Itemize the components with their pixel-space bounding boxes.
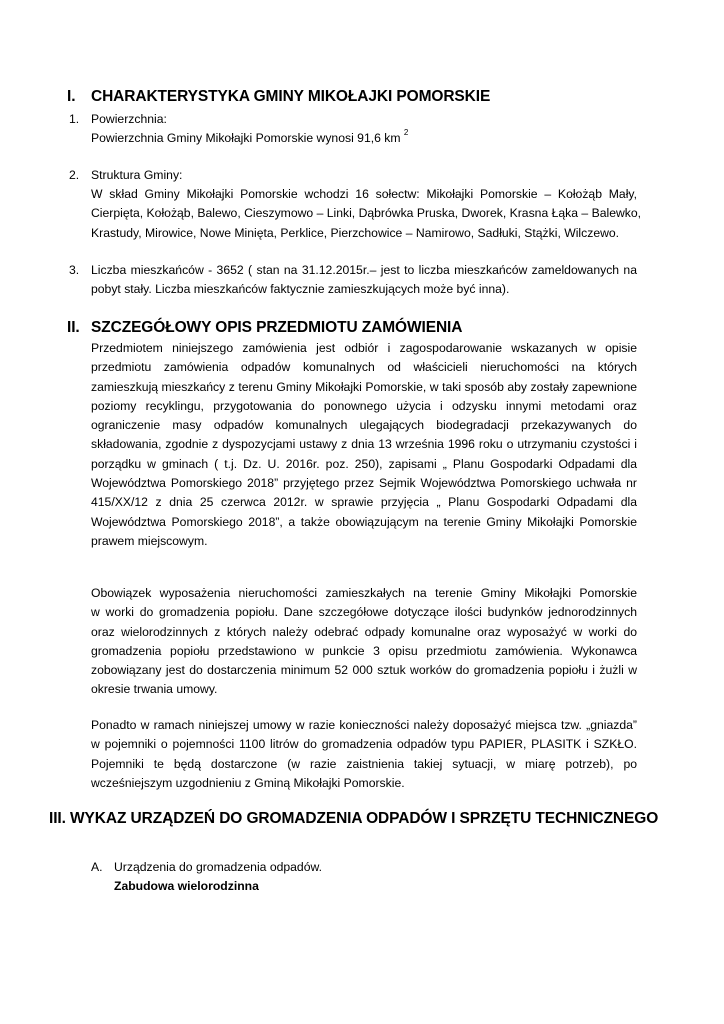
item-1-number: 1. <box>69 112 80 126</box>
text-line: oraz wielorodzinnych z których należy odebrać odpady komunalne oraz wyposażyć w worki do <box>91 624 637 639</box>
text-line: poziomy recyklingu, przygotowania do ponownego użycia i odzysku innymi metodami oraz <box>91 398 637 413</box>
text-line: 415/XX/12 z dnia 25 czerwca 2012r. w sprawie przyjęcia „ Planu Gospodarki Odpadami dla <box>91 495 637 510</box>
text-line: Cierpięta, Kołożąb, Balewo, Cieszymowo – Linki, Dąbrówka Pruska, Dworek, Krasna Łąka – Balewko, <box>91 206 642 221</box>
sub-a-letter: A. <box>91 860 103 874</box>
text-line: pobyt stały. Liczba mieszkańców faktycznie zamieszkujących może być inna). <box>91 282 510 297</box>
sub-a-label: Urządzenia do gromadzenia odpadów. <box>114 860 323 874</box>
subject-paragraph <box>91 339 637 551</box>
area-unit-superscript: 2 <box>403 128 409 137</box>
text-line: Obowiązek wyposażenia nieruchomości zamieszkałych na terenie Gminy Mikołajki Pomorskie <box>91 586 637 600</box>
item-2-number: 2. <box>69 168 80 182</box>
area-text: Powierzchnia Gminy Mikołajki Pomorskie wynosi 91,6 km <box>91 131 401 145</box>
text-line: przedmiotu zamówienia odpadów komunalnych od właścicieli nieruchomości na których <box>91 360 637 375</box>
section-3-heading: III. WYKAZ URZĄDZEŃ DO GROMADZENIA ODPADÓW I SPRZĘTU TECHNICZNEGO <box>49 810 659 827</box>
item-1-label: Powierzchnia: <box>91 112 167 126</box>
text-line: w worki do gromadzenia popiołu. Dane szczegółowe dotyczące ilości budynków jednorodzinnych <box>91 605 637 620</box>
section-2-numeral: II. <box>67 319 80 336</box>
text-line: Województwa Pomorskiego 2018”, a także obowiązującym na terenie Gminy Mikołajki Pomorskie <box>91 514 637 529</box>
area-statement <box>91 129 408 148</box>
structure-paragraph <box>91 185 642 243</box>
containers-paragraph <box>91 716 637 793</box>
text-line: wcześniejszym uzgodnieniu z Gminą Mikołajki Pomorskie. <box>91 775 405 790</box>
text-line: Województwa Pomorskiego 2018” przyjętego przez Sejmik Województwa Pomorskiego uchwała nr <box>91 476 637 491</box>
text-line: Liczba mieszkańców - 3652 ( stan na 31.12.2015r.– jest to liczba mieszkańców zameldowanych na <box>91 263 637 277</box>
text-line: W skład Gminy Mikołajki Pomorskie wchodzi 16 sołectw: Mikołajki Pomorskie – Kołożąb Mały, <box>91 187 637 201</box>
item-2-label: Struktura Gminy: <box>91 168 183 182</box>
text-line: zobowiązany jest do dostarczenia minimum 52 000 sztuk worków do gromadzenia popiołu i żużli w <box>91 663 637 678</box>
text-line: Ponadto w ramach niniejszej umowy w razie konieczności należy doposażyć miejsca tzw. „gniazda” <box>91 718 637 732</box>
text-line: porządku w gminach ( t.j. Dz. U. 2016r. poz. 250), zapisami „ Planu Gospodarki Odpadami dla <box>91 456 637 471</box>
text-line: okresie trwania umowy. <box>91 682 218 697</box>
section-1-heading: CHARAKTERYSTYKA GMINY MIKOŁAJKI POMORSKIE <box>91 88 491 105</box>
ash-bags-paragraph <box>91 584 637 700</box>
text-line: składowania, zgodnie z dyspozycjami ustawy z dnia 13 września 1996 roku o utrzymaniu czystości i <box>91 437 637 452</box>
text-line: Przedmiotem niniejszego zamówienia jest odbiór i zagospodarowanie wskazanych w opisie <box>91 341 637 355</box>
text-line: gromadzenia popiołu przedstawiono w punkcie 3 opisu przedmiotu zamówienia. Wykonawca <box>91 643 637 658</box>
text-line: zamieszkują mieszkańcy z terenu Gminy Mikołajki Pomorskie, w taki sposób aby zostały zapewnione <box>91 379 637 394</box>
text-line: w pojemniki o pojemności 1100 litrów do gromadzenia odpadów typu PAPIER, PLASITK i SZKŁO. <box>91 737 637 752</box>
population-paragraph <box>91 261 637 300</box>
text-line: prawem miejscowym. <box>91 533 208 548</box>
text-line: Pojemniki te będą dostarczone (w razie zaistnienia takiej sytuacji, w miarę potrzeb), po <box>91 756 637 771</box>
text-line: ograniczenie masy odpadów komunalnych ulegających biodegradacji przekazywanych do <box>91 418 637 433</box>
section-1-numeral: I. <box>67 88 76 105</box>
sub-a-bold-caption: Zabudowa wielorodzinna <box>114 879 259 893</box>
section-2-heading: SZCZEGÓŁOWY OPIS PRZEDMIOTU ZAMÓWIENIA <box>91 319 463 336</box>
text-line: Krastudy, Mirowice, Nowe Minięta, Perklice, Pierzchowice – Namirowo, Sadłuki, Stążki, Wilczewo. <box>91 225 620 240</box>
item-3-number: 3. <box>69 263 80 277</box>
